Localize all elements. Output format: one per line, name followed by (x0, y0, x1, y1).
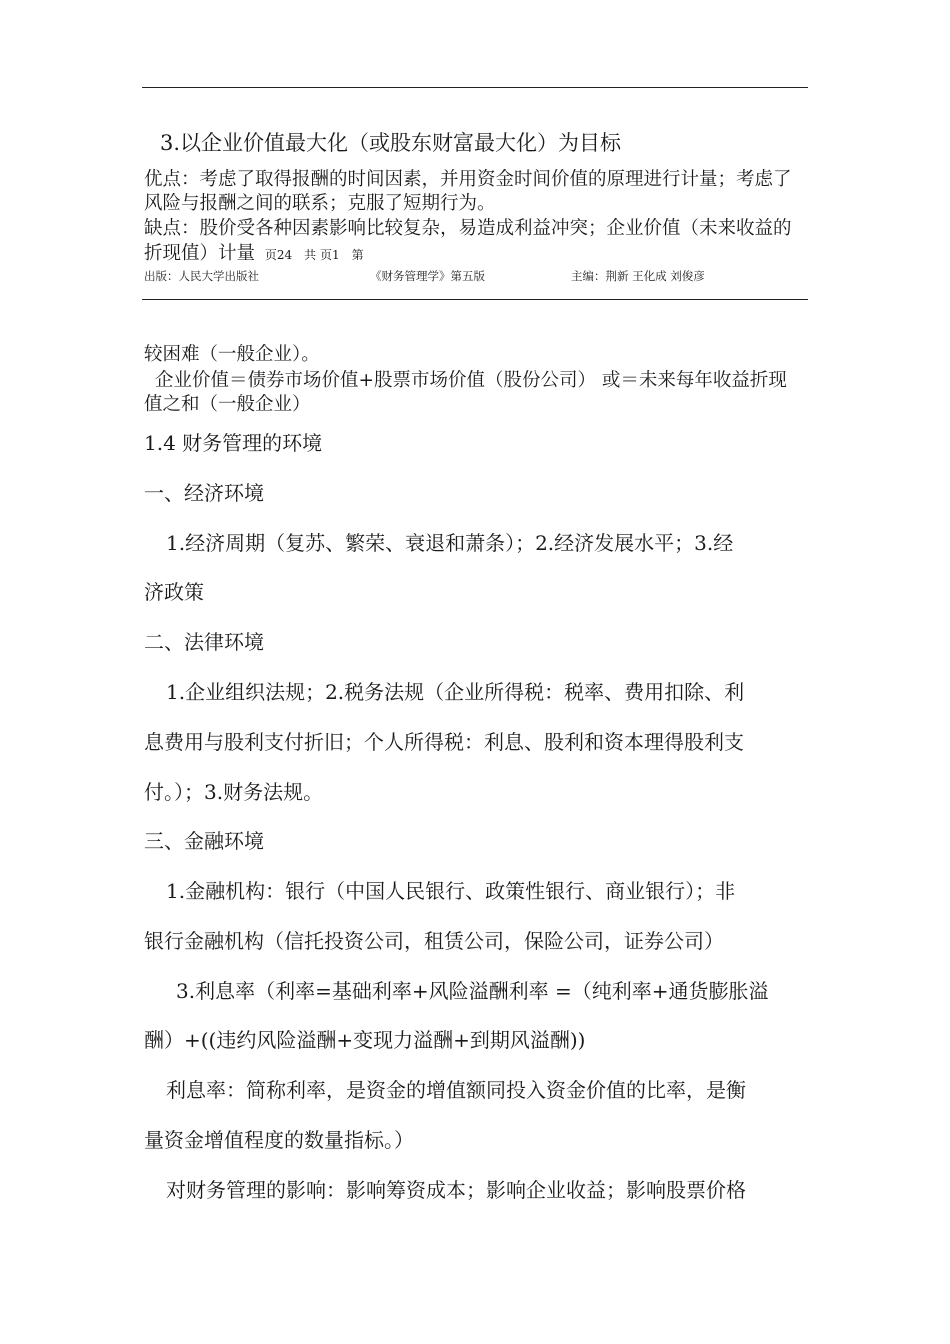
cons-line-1: 缺点：股价受各种因素影响比较复杂，易造成利益冲突；企业价值（未来收益的 (144, 218, 792, 239)
page-divider (142, 299, 808, 300)
text-line: 1.金融机构：银行（中国人民银行、政策性银行、商业银行）；非 (166, 879, 736, 903)
pros-line-1: 优点：考虑了取得报酬的时间因素，并用资金时间价值的原理进行计量；考虑了 (144, 169, 792, 190)
subsection-title: 三、金融环境 (144, 829, 264, 853)
text-line: 付。）；3.财务法规。 (144, 780, 324, 804)
section-title: 1.4 财务管理的环境 (144, 431, 323, 455)
text-line: 息费用与股利支付折旧；个人所得税：利息、股利和资本理得股利支 (144, 730, 744, 754)
footer-book-title: 《财务管理学》第五版 (370, 269, 485, 283)
footer-publisher: 出版：人民大学出版社 (144, 269, 259, 283)
text-line: 济政策 (144, 580, 204, 604)
text-line: 量资金增值程度的数量指标。） (144, 1128, 414, 1152)
subsection-title: 二、法律环境 (144, 630, 264, 654)
text-line: 较困难（一般企业）。 (144, 344, 320, 365)
top-rule (142, 87, 808, 88)
section-heading: 3.以企业价值最大化（或股东财富最大化）为目标 (160, 131, 622, 155)
footer-editors: 主编：荆新 王化成 刘俊彦 (571, 269, 705, 283)
text-line: 银行金融机构（信托投资公司，租赁公司，保险公司，证券公司） (144, 929, 724, 953)
text-line: 值之和（一般企业） (144, 394, 311, 415)
text-line: 酬）+((违约风险溢酬+变现力溢酬+到期风溢酬)) (144, 1028, 586, 1052)
subsection-title: 一、经济环境 (144, 481, 264, 505)
text-line: 1.企业组织法规；2.税务法规（企业所得税：税率、费用扣除、利 (166, 680, 745, 704)
page-number: 页24 共 页1 第 (264, 248, 364, 262)
text-line: 企业价值＝债券市场价值+股票市场价值（股份公司） 或＝未来每年收益折现 (155, 370, 787, 391)
text-line: 1.经济周期（复苏、繁荣、衰退和萧条）；2.经济发展水平；3.经 (166, 531, 734, 555)
pros-line-2: 风险与报酬之间的联系；克服了短期行为。 (144, 193, 496, 214)
cons-line-2 (144, 239, 364, 265)
cons-line-2-text: 折现值）计量 (144, 243, 256, 264)
text-line: 利息率：简称利率，是资金的增值额同投入资金价值的比率，是衡 (166, 1078, 746, 1102)
text-line: 对财务管理的影响：影响筹资成本；影响企业收益；影响股票价格 (166, 1178, 746, 1202)
text-line: 3.利息率（利率=基础利率+风险溢酬利率 =（纯利率+通货膨胀溢 (176, 979, 769, 1003)
